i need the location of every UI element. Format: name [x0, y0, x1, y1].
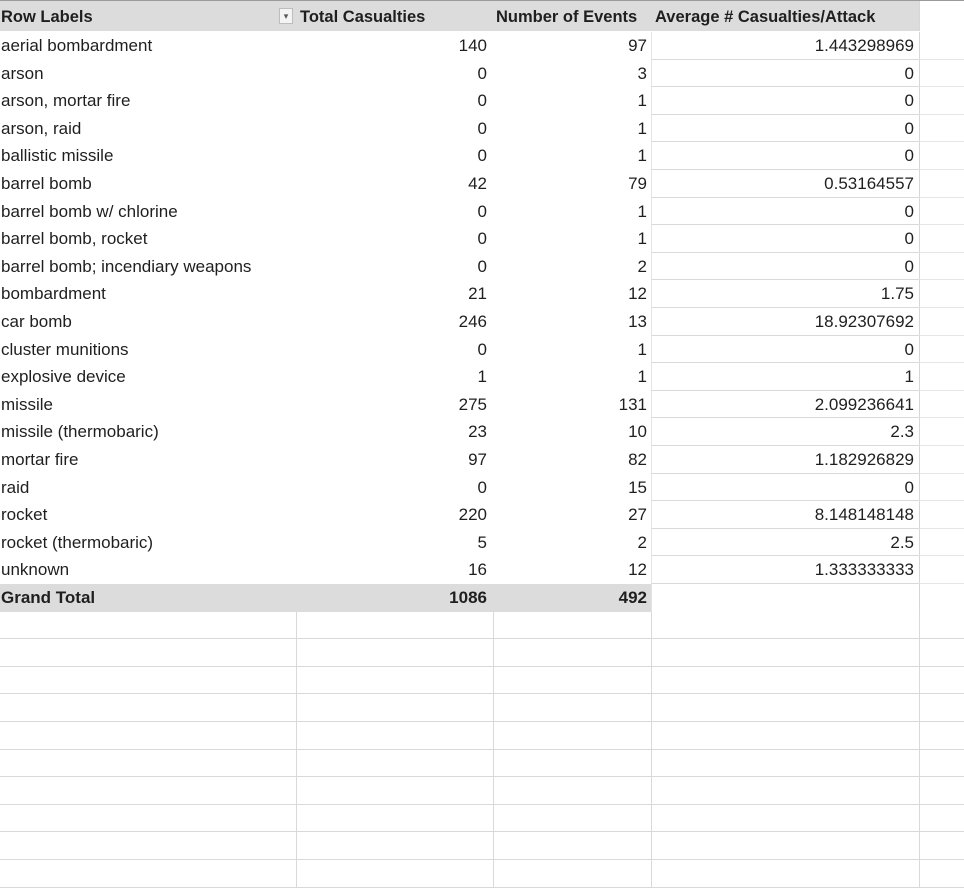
average-casualties-cell[interactable]: 1 — [651, 363, 919, 391]
row-label-cell[interactable]: barrel bomb w/ chlorine — [1, 201, 178, 221]
table-row — [0, 60, 964, 88]
empty-grid-row — [0, 805, 964, 833]
empty-cell[interactable] — [919, 253, 964, 281]
average-casualties-cell[interactable]: 0 — [651, 225, 919, 253]
table-row — [0, 391, 964, 419]
total-casualties-cell[interactable]: 21 — [468, 284, 487, 304]
empty-cell[interactable] — [919, 584, 964, 612]
empty-grid-row — [0, 832, 964, 860]
empty-cell[interactable] — [0, 722, 296, 750]
row-label-cell[interactable]: missile (thermobaric) — [1, 422, 159, 442]
table-row — [0, 225, 964, 253]
row-label-cell[interactable]: rocket (thermobaric) — [1, 532, 154, 552]
header-total-casualties[interactable]: Total Casualties — [296, 1, 493, 31]
average-casualties-cell[interactable]: 2.3 — [651, 418, 919, 446]
empty-cell[interactable] — [651, 612, 919, 640]
number-of-events-cell[interactable]: 10 — [628, 422, 647, 442]
total-casualties-cell[interactable]: 16 — [468, 560, 487, 580]
empty-cell[interactable] — [296, 722, 493, 750]
row-label-cell[interactable]: aerial bombardment — [1, 36, 153, 55]
empty-cell[interactable] — [919, 474, 964, 502]
empty-cell[interactable] — [919, 60, 964, 88]
number-of-events-cell[interactable]: 1 — [637, 229, 647, 249]
number-of-events-cell[interactable]: 79 — [628, 174, 647, 193]
grand-total-events[interactable]: 492 — [493, 584, 651, 612]
filter-dropdown-icon[interactable]: ▾ — [279, 8, 293, 24]
empty-grid-row — [0, 777, 964, 805]
total-casualties-cell[interactable]: 0 — [477, 229, 487, 249]
row-label-cell[interactable]: cluster munitions — [1, 339, 129, 359]
grand-total-casualties[interactable]: 1086 — [296, 584, 493, 612]
number-of-events-cell[interactable]: 1 — [637, 146, 647, 166]
empty-cell[interactable] — [919, 639, 964, 667]
average-casualties-cell[interactable]: 1.182926829 — [651, 446, 919, 474]
average-casualties-cell[interactable]: 18.92307692 — [651, 308, 919, 336]
total-casualties-cell[interactable]: 246 — [458, 312, 487, 331]
empty-cell[interactable] — [919, 280, 964, 308]
empty-cell[interactable] — [0, 860, 296, 888]
empty-grid-row — [0, 667, 964, 695]
empty-cell[interactable] — [0, 639, 296, 667]
empty-cell[interactable] — [493, 694, 651, 722]
empty-grid-row — [0, 639, 964, 667]
table-row — [0, 115, 964, 143]
empty-cell[interactable] — [919, 556, 964, 584]
empty-cell[interactable] — [919, 32, 964, 60]
empty-cell[interactable] — [296, 860, 493, 888]
empty-cell[interactable] — [651, 750, 919, 778]
empty-grid-row — [0, 722, 964, 750]
number-of-events-cell[interactable]: 1 — [637, 367, 647, 387]
empty-cell[interactable] — [296, 750, 493, 778]
empty-cell[interactable] — [919, 308, 964, 336]
empty-cell[interactable] — [919, 750, 964, 778]
empty-cell[interactable] — [651, 777, 919, 805]
number-of-events-cell[interactable]: 2 — [637, 256, 647, 276]
empty-cell[interactable] — [919, 612, 964, 640]
row-label-cell[interactable]: arson — [1, 63, 44, 83]
empty-cell[interactable] — [296, 805, 493, 833]
number-of-events-cell[interactable]: 1 — [637, 339, 647, 359]
table-row — [0, 142, 964, 170]
number-of-events-cell[interactable]: 3 — [637, 63, 647, 83]
empty-cell[interactable] — [0, 694, 296, 722]
table-row — [0, 336, 964, 364]
empty-cell[interactable] — [493, 860, 651, 888]
table-row — [0, 446, 964, 474]
average-casualties-cell[interactable]: 1.333333333 — [651, 556, 919, 584]
empty-cell[interactable] — [919, 363, 964, 391]
total-casualties-cell[interactable]: 0 — [477, 256, 487, 276]
table-row — [0, 170, 964, 198]
table-row — [0, 501, 964, 529]
total-casualties-cell[interactable]: 220 — [458, 505, 487, 525]
empty-cell[interactable] — [0, 777, 296, 805]
table-row — [0, 308, 964, 336]
empty-cell[interactable] — [493, 667, 651, 695]
row-label-cell[interactable]: bombardment — [1, 284, 106, 304]
empty-grid-row — [0, 694, 964, 722]
pivot-header-row — [0, 1, 964, 31]
empty-cell[interactable] — [651, 694, 919, 722]
table-row — [0, 87, 964, 115]
average-casualties-cell[interactable]: 2.5 — [651, 529, 919, 557]
total-casualties-cell[interactable]: 0 — [477, 91, 487, 111]
total-casualties-cell[interactable]: 0 — [477, 339, 487, 359]
total-casualties-cell[interactable]: 0 — [477, 477, 487, 497]
table-row — [0, 474, 964, 502]
average-casualties-cell[interactable]: 2.099236641 — [651, 391, 919, 419]
table-row — [0, 32, 964, 60]
empty-cell[interactable] — [493, 612, 651, 640]
average-casualties-cell[interactable]: 0 — [651, 253, 919, 281]
row-label-cell[interactable]: mortar fire — [1, 450, 79, 469]
number-of-events-cell[interactable]: 13 — [628, 312, 647, 331]
empty-cell[interactable] — [919, 1, 964, 31]
grand-total-row — [0, 584, 964, 612]
row-label-cell[interactable]: car bomb — [1, 312, 72, 331]
total-casualties-cell[interactable]: 1 — [477, 367, 487, 387]
number-of-events-cell[interactable]: 1 — [637, 91, 647, 111]
average-casualties-cell[interactable]: 0 — [651, 142, 919, 170]
average-casualties-cell[interactable]: 0 — [651, 60, 919, 88]
empty-cell[interactable] — [919, 832, 964, 860]
empty-cell[interactable] — [296, 694, 493, 722]
total-casualties-cell[interactable]: 0 — [477, 201, 487, 221]
header-average-casualties[interactable]: Average # Casualties/Attack — [651, 1, 919, 31]
average-casualties-cell[interactable]: 0 — [651, 87, 919, 115]
empty-cell[interactable] — [919, 418, 964, 446]
row-label-cell[interactable]: arson, raid — [1, 118, 82, 138]
empty-grid-row — [0, 750, 964, 778]
row-label-cell[interactable]: arson, mortar fire — [1, 91, 131, 111]
empty-cell[interactable] — [493, 750, 651, 778]
total-casualties-cell[interactable]: 23 — [468, 422, 487, 442]
empty-cell[interactable] — [651, 639, 919, 667]
total-casualties-cell[interactable]: 97 — [468, 450, 487, 469]
empty-cell[interactable] — [919, 170, 964, 198]
number-of-events-cell[interactable]: 15 — [628, 477, 647, 497]
total-casualties-cell[interactable]: 5 — [477, 532, 487, 552]
average-casualties-cell[interactable]: 1.75 — [651, 280, 919, 308]
header-number-of-events[interactable]: Number of Events — [493, 1, 651, 31]
average-casualties-cell[interactable]: 0 — [651, 115, 919, 143]
empty-cell[interactable] — [919, 225, 964, 253]
empty-cell[interactable] — [919, 336, 964, 364]
grand-total-label[interactable]: Grand Total — [0, 584, 296, 612]
empty-cell[interactable] — [919, 694, 964, 722]
number-of-events-cell[interactable]: 2 — [637, 532, 647, 552]
empty-cell[interactable] — [919, 391, 964, 419]
row-label-cell[interactable]: ballistic missile — [1, 146, 114, 166]
table-row — [0, 418, 964, 446]
empty-grid-row — [0, 612, 964, 640]
number-of-events-cell[interactable]: 27 — [628, 505, 647, 525]
number-of-events-cell[interactable]: 1 — [637, 118, 647, 138]
empty-cell[interactable] — [0, 612, 296, 640]
empty-cell[interactable] — [651, 667, 919, 695]
empty-cell[interactable] — [296, 612, 493, 640]
empty-cell[interactable] — [651, 584, 919, 612]
total-casualties-cell[interactable]: 42 — [468, 174, 487, 193]
empty-cell[interactable] — [651, 832, 919, 860]
header-row-labels[interactable]: Row Labels — [0, 1, 296, 31]
empty-cell[interactable] — [0, 667, 296, 695]
empty-cell[interactable] — [0, 750, 296, 778]
empty-cell[interactable] — [493, 722, 651, 750]
empty-cell[interactable] — [493, 805, 651, 833]
empty-cell[interactable] — [296, 777, 493, 805]
empty-cell[interactable] — [919, 805, 964, 833]
empty-cell[interactable] — [493, 777, 651, 805]
total-casualties-cell[interactable]: 140 — [458, 36, 487, 55]
empty-grid-row — [0, 860, 964, 888]
average-casualties-cell[interactable]: 0.53164557 — [651, 170, 919, 198]
empty-cell[interactable] — [919, 115, 964, 143]
empty-cell[interactable] — [919, 777, 964, 805]
average-casualties-cell[interactable]: 0 — [651, 474, 919, 502]
empty-cell[interactable] — [919, 667, 964, 695]
row-label-cell[interactable]: unknown — [1, 560, 70, 580]
average-casualties-cell[interactable]: 0 — [651, 336, 919, 364]
total-casualties-cell[interactable]: 0 — [477, 118, 487, 138]
average-casualties-cell[interactable]: 0 — [651, 198, 919, 226]
empty-cell[interactable] — [0, 832, 296, 860]
empty-cell[interactable] — [651, 722, 919, 750]
empty-cell[interactable] — [919, 446, 964, 474]
table-row — [0, 198, 964, 226]
empty-cell[interactable] — [493, 832, 651, 860]
row-label-cell[interactable]: barrel bomb — [1, 174, 92, 193]
table-row — [0, 363, 964, 391]
empty-cell[interactable] — [919, 722, 964, 750]
empty-cell[interactable] — [0, 805, 296, 833]
row-label-cell[interactable]: missile — [1, 394, 53, 414]
total-casualties-cell[interactable]: 0 — [477, 63, 487, 83]
total-casualties-cell[interactable]: 275 — [458, 394, 487, 414]
empty-cell[interactable] — [919, 501, 964, 529]
table-row — [0, 556, 964, 584]
number-of-events-cell[interactable]: 12 — [628, 560, 647, 580]
row-label-cell[interactable]: rocket — [1, 505, 48, 525]
row-label-cell[interactable]: barrel bomb, rocket — [1, 229, 148, 249]
empty-cell[interactable] — [651, 805, 919, 833]
empty-cell[interactable] — [296, 667, 493, 695]
empty-cell[interactable] — [651, 860, 919, 888]
average-casualties-cell[interactable]: 1.443298969 — [651, 32, 919, 60]
empty-cell[interactable] — [296, 832, 493, 860]
empty-cell[interactable] — [296, 639, 493, 667]
empty-cell[interactable] — [919, 529, 964, 557]
number-of-events-cell[interactable]: 82 — [628, 450, 647, 469]
row-label-cell[interactable]: raid — [1, 477, 30, 497]
total-casualties-cell[interactable]: 0 — [477, 146, 487, 166]
empty-cell[interactable] — [919, 142, 964, 170]
number-of-events-cell[interactable]: 12 — [628, 284, 647, 304]
table-row — [0, 529, 964, 557]
number-of-events-cell[interactable]: 1 — [637, 201, 647, 221]
table-row — [0, 253, 964, 281]
empty-cell[interactable] — [919, 198, 964, 226]
empty-cell[interactable] — [919, 860, 964, 888]
average-casualties-cell[interactable]: 8.148148148 — [651, 501, 919, 529]
number-of-events-cell[interactable]: 97 — [628, 36, 647, 55]
table-row — [0, 280, 964, 308]
row-label-cell[interactable]: barrel bomb; incendiary weapons — [1, 256, 252, 276]
empty-cell[interactable] — [493, 639, 651, 667]
number-of-events-cell[interactable]: 131 — [618, 394, 647, 414]
row-label-cell[interactable]: explosive device — [1, 367, 126, 387]
empty-cell[interactable] — [919, 87, 964, 115]
